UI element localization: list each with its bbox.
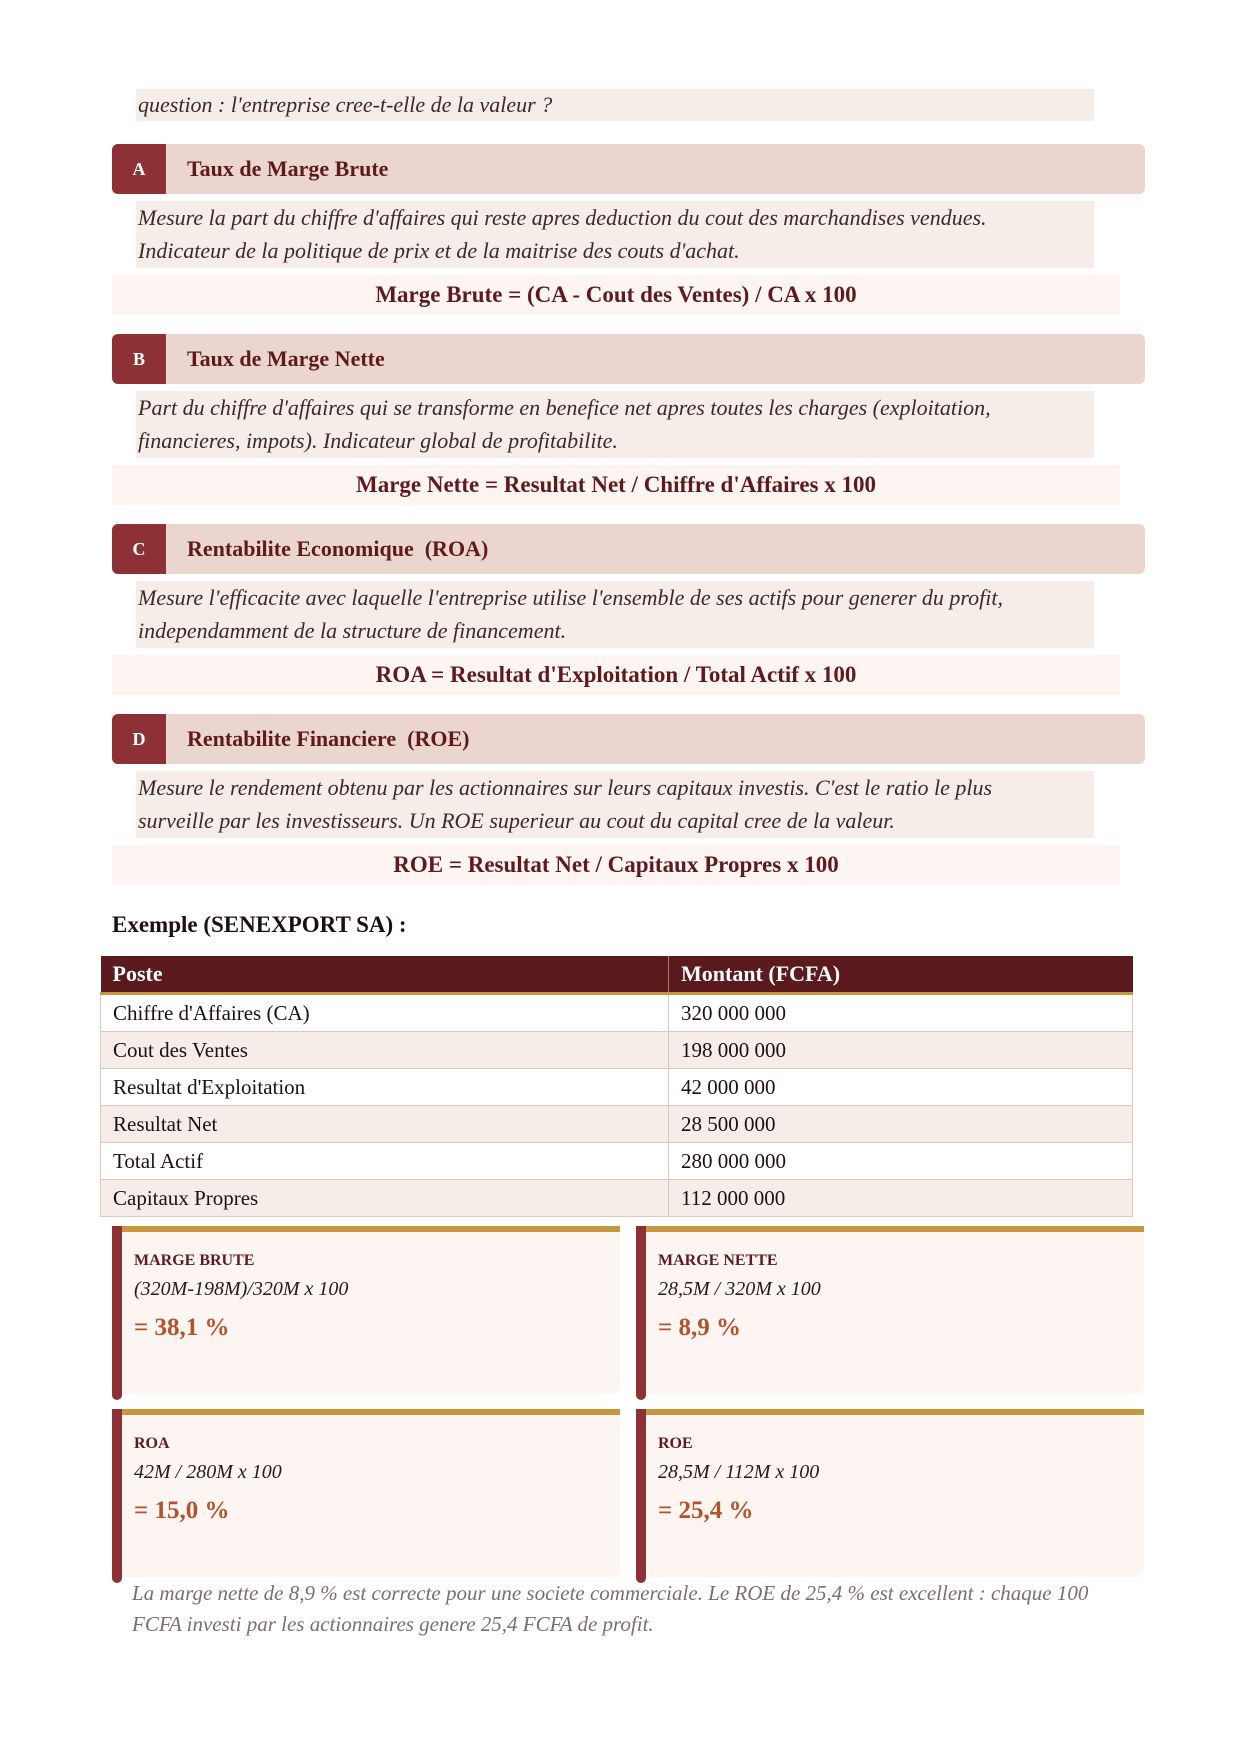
conclusion-note [132, 1578, 1132, 1640]
card-roa [112, 1409, 620, 1577]
section-d-header [112, 714, 1145, 764]
section-b-formula: Marge Nette = Resultat Net / Chiffre d'Affaires x 100 [112, 465, 1120, 505]
table-cell-montant: 28 500 000 [669, 1106, 1133, 1143]
table-row [101, 1143, 1133, 1180]
card-marge-nette [636, 1226, 1144, 1394]
table-header-row [101, 956, 1133, 994]
card-label: MARGE NETTE [658, 1252, 778, 1269]
table-cell-poste: Capitaux Propres [101, 1180, 669, 1217]
section-a-title: Taux de Marge Brute [187, 156, 389, 181]
section-c-description [136, 581, 1094, 648]
table-cell-poste: Cout des Ventes [101, 1032, 669, 1069]
card-roe [636, 1409, 1144, 1577]
table-cell-montant: 42 000 000 [669, 1069, 1133, 1106]
card-accent-bar [112, 1226, 122, 1400]
section-b-description [136, 391, 1094, 458]
card-marge-brute [112, 1226, 620, 1394]
card-result: = 8,9 % [658, 1314, 741, 1341]
table-row [101, 1180, 1133, 1217]
section-c-desc-line-2: independamment de la structure de financement. [138, 618, 567, 643]
section-a-description [136, 201, 1094, 268]
section-d-badge: D [112, 714, 166, 764]
table-cell-montant: 112 000 000 [669, 1180, 1133, 1217]
section-c-title: Rentabilite Economique (ROA) [187, 536, 489, 561]
table-cell-poste: Total Actif [101, 1143, 669, 1180]
table-cell-poste: Resultat Net [101, 1106, 669, 1143]
section-b-header [112, 334, 1145, 384]
section-d-title: Rentabilite Financiere (ROE) [187, 726, 470, 751]
table-header-poste: Poste [101, 956, 669, 994]
section-c-formula: ROA = Resultat d'Exploitation / Total Actif x 100 [112, 655, 1120, 695]
card-result: = 15,0 % [134, 1497, 230, 1524]
note-line-1: La marge nette de 8,9 % est correcte pour une societe commerciale. Le ROE de 25,4 % est excellent : chaque 100 [132, 1581, 1089, 1605]
section-a-header [112, 144, 1145, 194]
section-a-desc-line-2: Indicateur de la politique de prix et de la maitrise des couts d'achat. [138, 238, 740, 263]
card-calculation: 28,5M / 112M x 100 [658, 1461, 820, 1483]
table-row [101, 1032, 1133, 1069]
table-cell-montant: 320 000 000 [669, 994, 1133, 1032]
table-header-montant: Montant (FCFA) [669, 956, 1133, 994]
card-label: MARGE BRUTE [134, 1252, 255, 1269]
section-b-desc-line-1: Part du chiffre d'affaires qui se transforme en benefice net apres toutes les charges (exploitation, [138, 395, 991, 420]
section-b-title: Taux de Marge Nette [187, 346, 385, 371]
card-accent-bar [636, 1226, 646, 1400]
section-d-description [136, 771, 1094, 838]
section-d-formula: ROE = Resultat Net / Capitaux Propres x 100 [112, 845, 1120, 885]
section-d-desc-line-2: surveille par les investisseurs. Un ROE superieur au cout du capital cree de la valeur. [138, 808, 895, 833]
note-line-2: FCFA investi par les actionnaires genere 25,4 FCFA de profit. [132, 1612, 654, 1636]
section-b-desc-line-2: financieres, impots). Indicateur global de profitabilite. [138, 428, 618, 453]
card-calculation: 28,5M / 320M x 100 [658, 1278, 821, 1300]
table-cell-poste: Resultat d'Exploitation [101, 1069, 669, 1106]
card-accent-bar [112, 1409, 122, 1583]
card-result: = 38,1 % [134, 1314, 230, 1341]
section-a-desc-line-1: Mesure la part du chiffre d'affaires qui reste apres deduction du cout des marchandises vendues. [138, 205, 987, 230]
section-c-header [112, 524, 1145, 574]
section-a-badge: A [112, 144, 166, 194]
table-row [101, 1106, 1133, 1143]
card-label: ROE [658, 1435, 693, 1452]
table-row [101, 994, 1133, 1032]
table-row [101, 1069, 1133, 1106]
section-c-badge: C [112, 524, 166, 574]
card-calculation: 42M / 280M x 100 [134, 1461, 282, 1483]
card-label: ROA [134, 1435, 170, 1452]
section-a-formula: Marge Brute = (CA - Cout des Ventes) / CA x 100 [112, 275, 1120, 315]
table-cell-montant: 280 000 000 [669, 1143, 1133, 1180]
card-accent-bar [636, 1409, 646, 1583]
example-title: Exemple (SENEXPORT SA) : [112, 912, 407, 937]
section-b-badge: B [112, 334, 166, 384]
card-result: = 25,4 % [658, 1497, 754, 1524]
intro-text: question : l'entreprise cree-t-elle de la valeur ? [136, 89, 1094, 121]
table-cell-poste: Chiffre d'Affaires (CA) [101, 994, 669, 1032]
section-d-desc-line-1: Mesure le rendement obtenu par les actionnaires sur leurs capitaux investis. C'est le ratio le plus [138, 775, 993, 800]
example-table [100, 956, 1133, 1217]
section-c-desc-line-1: Mesure l'efficacite avec laquelle l'entreprise utilise l'ensemble de ses actifs pour generer du profit, [138, 585, 1003, 610]
card-calculation: (320M-198M)/320M x 100 [134, 1278, 349, 1300]
table-cell-montant: 198 000 000 [669, 1032, 1133, 1069]
